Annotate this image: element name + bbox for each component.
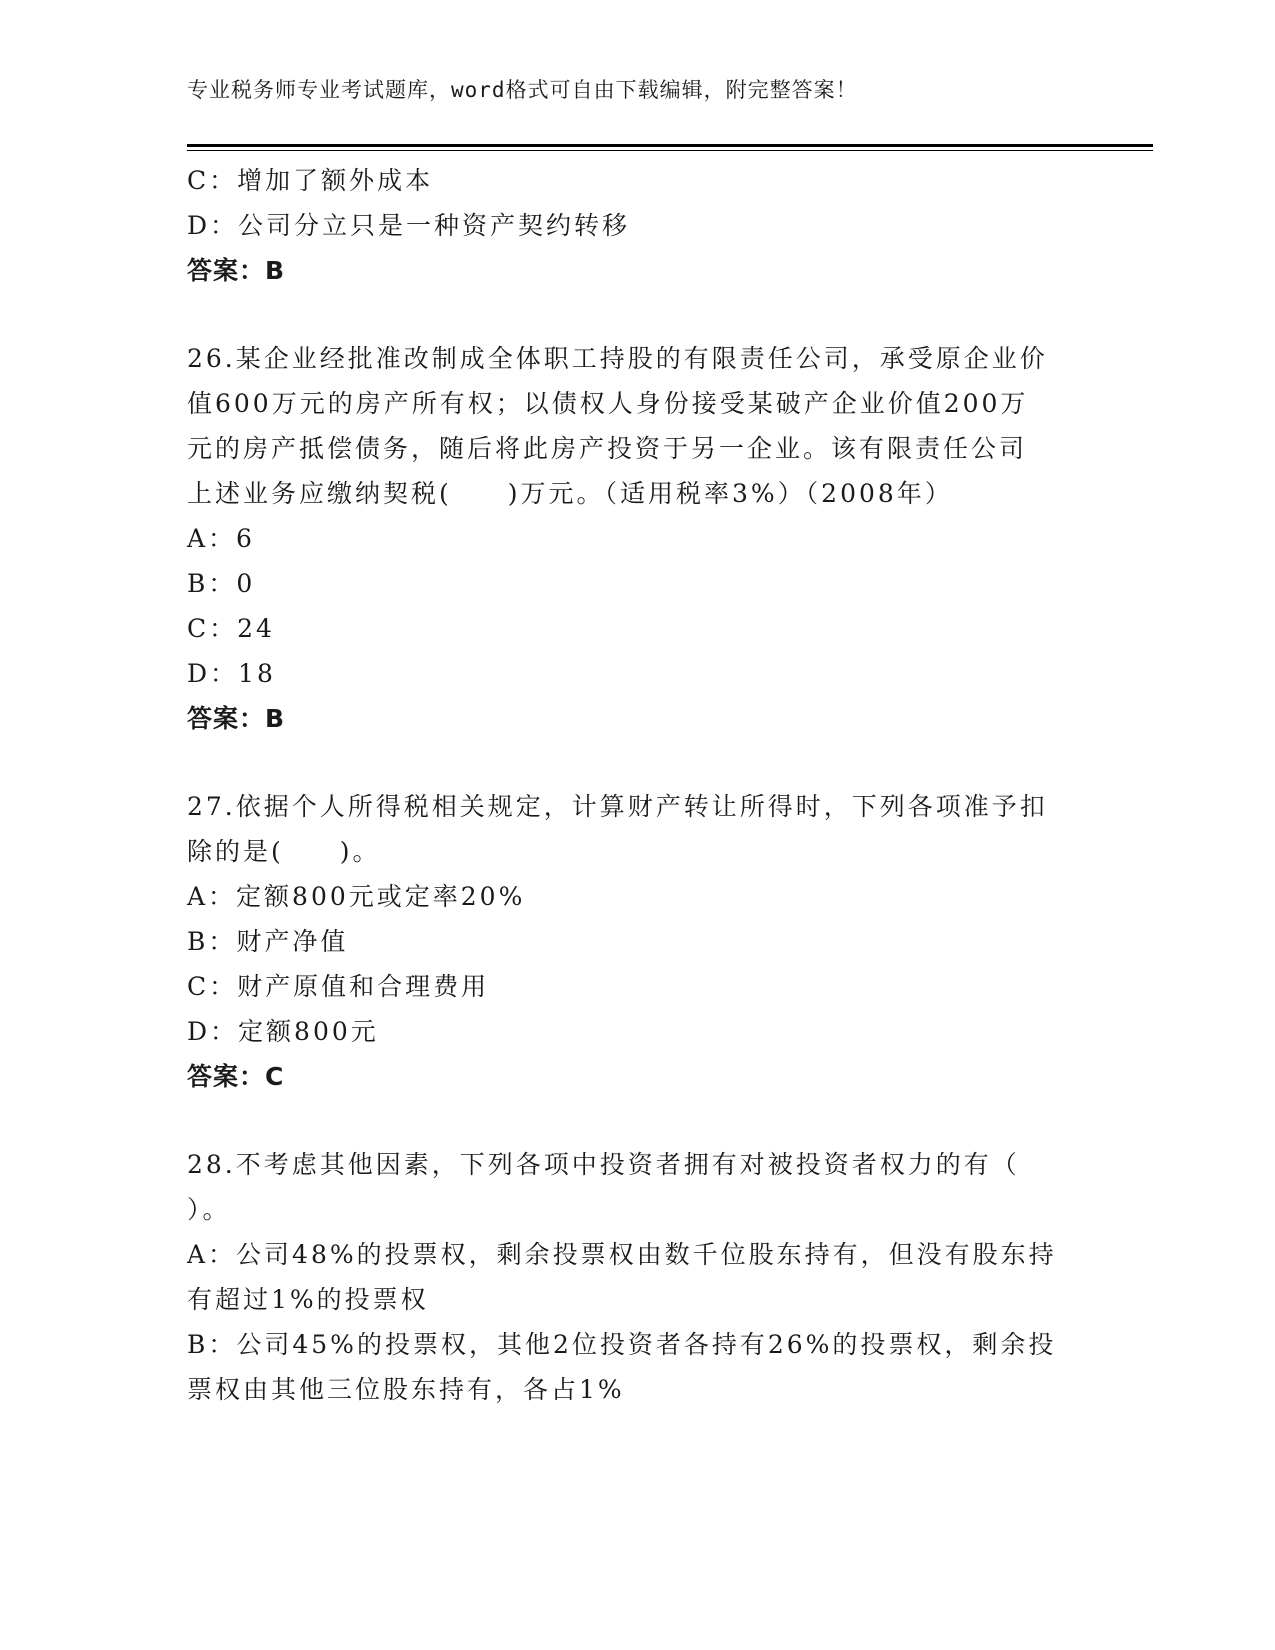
question-text-line: 上述业务应缴纳契税( )万元。（适用税率3%）（2008年） (187, 479, 953, 508)
option-line: D：18 (187, 659, 276, 688)
answer-line: 答案：B (187, 256, 286, 285)
question-text-line: 26.某企业经批准改制成全体职工持股的有限责任公司，承受原企业价 (187, 344, 1048, 373)
option-line: B：公司45%的投票权，其他2位投资者各持有26%的投票权，剩余投 (187, 1330, 1057, 1359)
question-block-25 (187, 158, 1087, 293)
document-body (187, 158, 1087, 1412)
option-line: C：24 (187, 614, 275, 643)
option-line: D：公司分立只是一种资产契约转移 (187, 211, 631, 240)
option-line: A：6 (187, 524, 255, 553)
question-text-line: 27.依据个人所得税相关规定，计算财产转让所得时，下列各项准予扣 (187, 792, 1048, 821)
question-text-line: 值600万元的房产所有权；以债权人身份接受某破产企业价值200万 (187, 389, 1029, 418)
answer-line: 答案：B (187, 704, 286, 733)
option-line: D：定额800元 (187, 1017, 379, 1046)
question-block-26 (187, 336, 1087, 741)
option-line: 票权由其他三位股东持有，各占1% (187, 1375, 625, 1404)
option-line: C：增加了额外成本 (187, 166, 434, 195)
question-block-27 (187, 784, 1087, 1099)
option-line: A：公司48%的投票权，剩余投票权由数千位股东持有，但没有股东持 (187, 1240, 1057, 1269)
question-block-28 (187, 1142, 1087, 1412)
option-line: 有超过1%的投票权 (187, 1285, 429, 1314)
option-line: C：财产原值和合理费用 (187, 972, 490, 1001)
question-text-line: 元的房产抵偿债务，随后将此房产投资于另一企业。该有限责任公司 (187, 434, 1028, 463)
question-text-line: ）。 (187, 1195, 231, 1224)
option-line: B：0 (187, 569, 256, 598)
question-text-line: 除的是( )。 (187, 837, 381, 866)
question-text-line: 28.不考虑其他因素，下列各项中投资者拥有对被投资者权力的有（ (187, 1150, 1020, 1179)
header-rule-thick (187, 144, 1153, 147)
answer-line: 答案：C (187, 1062, 285, 1091)
page-header: 专业税务师专业考试题库，word格式可自由下载编辑，附完整答案！ (187, 78, 858, 102)
option-line: B：财产净值 (187, 927, 349, 956)
header-rule-thin (187, 150, 1153, 151)
option-line: A：定额800元或定率20% (187, 882, 526, 911)
